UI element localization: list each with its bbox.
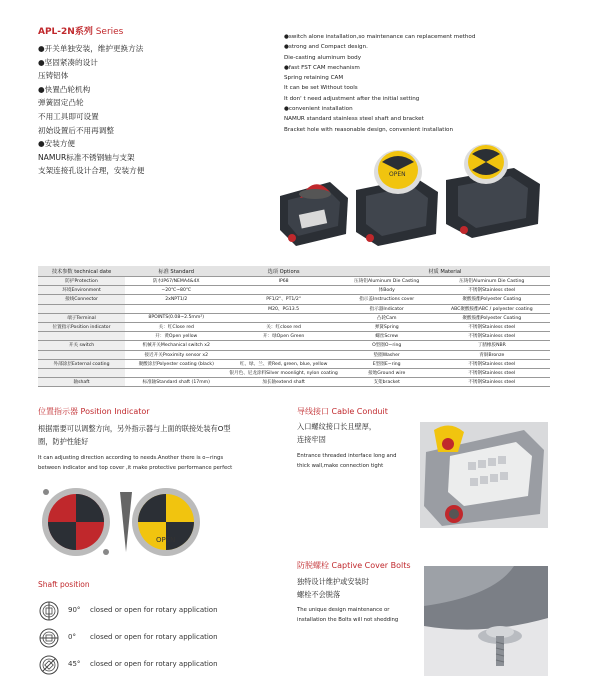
shaft-angle: 90° [68, 606, 81, 614]
feature-en: ●convenient installation [284, 106, 353, 113]
feature-en: Bracket hole with reasonable design, convenient installation [284, 126, 454, 133]
spec-cell: 不锈钢Stainless steel [434, 286, 550, 295]
spec-cell: 接线Connector [38, 295, 125, 304]
spec-cell: 压铸铝Aluminum Die Casting [340, 277, 434, 286]
spec-header-cell: 选项 Options [227, 266, 339, 277]
spec-cell: 开：黄Open yellow [125, 332, 227, 341]
limit-switch-box-large [446, 144, 540, 238]
feature-cn: 弹簧固定凸轮 [38, 98, 84, 108]
spec-cell: 2xNPT1/2 [125, 295, 227, 304]
shaft-position-row [38, 600, 258, 622]
paragraph-line: Entrance threaded interface long and [297, 453, 397, 459]
feature-cn: ●安装方便 [38, 139, 76, 149]
spec-cell: 螺丝Screw [340, 332, 434, 341]
spec-cell [38, 332, 125, 341]
spec-cell: 不锈钢Stainless steel [434, 359, 550, 368]
wrench-shape [120, 492, 132, 552]
table-row [38, 378, 550, 387]
feature-en: ●switch alone installation,so maintenance can replacement method [284, 34, 476, 40]
spec-cell [125, 304, 227, 313]
feature-cn: NAMUR标准不锈钢轴与支架 [38, 152, 135, 162]
spec-cell: −20℃~80℃ [125, 286, 227, 295]
indicator-open-text: OPEN [389, 171, 406, 178]
spec-cell: M20、PG13.5 [227, 304, 339, 313]
table-row [38, 277, 550, 286]
paragraph-line: 入口螺纹接口长且壁厚， [297, 422, 377, 431]
spec-cell: E型圈E−ring [340, 359, 434, 368]
spec-cell: 青铜Bronze [434, 350, 550, 359]
shaft-0-icon [38, 627, 60, 649]
spec-cell: 不锈钢Stainless steel [434, 332, 550, 341]
spec-header-cell: 标准 Standard [125, 266, 227, 277]
spec-cell: 接地Ground wire [340, 368, 434, 377]
feature-cn: ●快置凸轮机构 [38, 84, 91, 94]
spec-cell: 关：红close red [227, 322, 339, 331]
spec-cell: 体Body [340, 286, 434, 295]
product-photo [278, 138, 550, 250]
feature-en: ●fast FST CAM mechanism [284, 64, 360, 71]
spec-cell: 聚酸胺酯Polyester Coating [434, 295, 550, 304]
paragraph-line: 圈，防护性能好 [38, 437, 89, 446]
paragraph-line: installation the Bolts will not shedding [297, 616, 399, 623]
spec-cell: 加长轴extend shaft [227, 378, 339, 387]
yellow-indicator-dome [132, 488, 200, 556]
spec-cell: PF1/2"、PT1/2" [227, 295, 339, 304]
spec-cell: 指示盖Instructions cover [340, 295, 434, 304]
spec-cell: O型圈O−ring [340, 341, 434, 350]
spec-cell [227, 313, 339, 322]
spec-cell: 位置指示Position indicator [38, 322, 125, 331]
feature-cn: ●开关单独安装，维护更换方法 [38, 44, 144, 53]
position-indicator-title: 位置指示器 Position Indicator [38, 407, 150, 416]
shaft-description: closed or open for rotary application [90, 633, 218, 641]
spec-cell: IP68 [227, 277, 339, 286]
shaft-position-row [38, 627, 258, 649]
spec-cell: 防水IP67/NEMA4&4X [125, 277, 227, 286]
indicator-photo [36, 482, 206, 562]
spec-cell [227, 350, 339, 359]
spec-cell [125, 368, 227, 377]
paragraph-line: It can adjusting direction according to needs.Another there is o−rings [38, 455, 224, 461]
table-row [38, 350, 550, 359]
feature-en: It can be set Without tools [284, 85, 358, 92]
feature-cn: 不用工具即可设置 [38, 111, 99, 121]
spec-cell: 关：红Close red [125, 322, 227, 331]
spec-cell: 轴shaft [38, 378, 125, 387]
spec-cell: 不锈钢Stainless steel [434, 322, 550, 331]
table-row [38, 313, 550, 322]
cable-conduit-body-en [297, 452, 396, 471]
table-row [38, 322, 550, 331]
table-row [38, 286, 550, 295]
spec-cell: 聚酸胺酯Polyester Coating [434, 313, 550, 322]
captive-bolt-photo [424, 566, 548, 676]
features-en-list [284, 32, 475, 135]
features-cn-list [38, 42, 144, 178]
spec-cell: 接近开关Proximity sensor x2 [125, 350, 227, 359]
position-indicator-body-cn [38, 422, 231, 448]
spec-table [38, 266, 550, 387]
spec-cell: 端子Terminal [38, 313, 125, 322]
spec-cell: 外部涂层External coating [38, 359, 125, 368]
indicator-open-text: OPEN [156, 536, 176, 544]
table-row [38, 295, 550, 304]
feature-cn: 压铸铝体 [38, 71, 69, 81]
spec-cell: 银月色、尼龙涂料Silver moonlight, nylon coating [227, 368, 339, 377]
feature-cn: 支架连接孔设计合理，安装方便 [38, 166, 145, 176]
spec-header-row [38, 266, 550, 277]
shaft-90-icon [38, 600, 60, 622]
feature-cn: 初始设置后不用再调整 [38, 125, 114, 135]
spec-cell: ABC聚酸胺酯ABC / polyester coating [434, 304, 550, 313]
limit-switch-box-small [280, 182, 348, 246]
paragraph-line: between indicator and top cover ,it make protective performance perfect [38, 464, 233, 471]
position-indicator-body-en [38, 454, 232, 473]
spec-cell: 丁腈橡胶NBR [434, 341, 550, 350]
shaft-description: closed or open for rotary application [90, 606, 218, 614]
spec-cell: 弹簧Spring [340, 322, 434, 331]
paragraph-line: 螺栓不会脱落 [297, 590, 341, 599]
spec-cell: 聚酸涂层Polyester coating (black) [125, 359, 227, 368]
limit-switch-box-medium [356, 150, 438, 246]
spec-header-cell: 技术参数 technical date [38, 266, 125, 277]
shaft-description: closed or open for rotary application [90, 660, 218, 668]
feature-en: Die-casting aluminum body [284, 54, 362, 61]
cable-conduit-body-cn [297, 420, 376, 446]
spec-cell: 指示器Indicator [340, 304, 434, 313]
series-title: APL-2N系列 Series [38, 27, 124, 37]
spec-cell: 红、绿、兰、黄Red, green, blue, yellow [227, 359, 339, 368]
spec-cell [227, 341, 339, 350]
paragraph-line: The unique design maintenance or [297, 607, 390, 613]
spec-cell: 不锈钢Stainless steel [434, 378, 550, 387]
table-row [38, 332, 550, 341]
shaft-position-title: Shaft position [38, 580, 90, 589]
spec-cell: 开关 switch [38, 341, 125, 350]
spec-cell: 开：绿Open Green [227, 332, 339, 341]
shaft-angle: 0° [68, 633, 76, 641]
spec-cell: 8POINTS(0.08~2.5mm²) [125, 313, 227, 322]
spec-cell: 压铸铝Aluminum Die Casting [434, 277, 550, 286]
feature-en: It don' t need adjustment after the initial setting [284, 95, 420, 102]
spec-cell [38, 368, 125, 377]
captive-bolts-body-en [297, 606, 398, 625]
paragraph-line: 独特设计维护或安装时 [297, 577, 369, 586]
captive-bolts-title: 防脱螺栓 Captive Cover Bolts [297, 561, 411, 570]
table-row [38, 341, 550, 350]
paragraph-line: 连接牢固 [297, 435, 326, 444]
feature-en: ●strong and Compact design. [284, 44, 368, 51]
spec-cell [38, 304, 125, 313]
paragraph-line: thick wall,make connection tight [297, 462, 384, 469]
shaft-angle: 45° [68, 660, 81, 668]
feature-cn: ●坚固紧凑的设计 [38, 57, 98, 67]
feature-en: NAMUR standard stainless steel shaft and bracket [284, 116, 424, 123]
cable-conduit-photo [420, 422, 548, 528]
spec-header-cell: 材质 Material [340, 266, 550, 277]
spec-cell: 防护Protection [38, 277, 125, 286]
shaft-45-icon [38, 654, 60, 676]
table-row [38, 368, 550, 377]
feature-en: Spring retaining CAM [284, 75, 344, 82]
spec-cell: 支架bracket [340, 378, 434, 387]
spec-cell: 环境Environment [38, 286, 125, 295]
red-indicator-dome [42, 488, 110, 556]
captive-bolts-body-cn [297, 575, 369, 601]
spec-cell: 垫圈Washer [340, 350, 434, 359]
shaft-position-row [38, 654, 258, 676]
spec-cell: 标准轴Standard shaft (17mm) [125, 378, 227, 387]
table-row [38, 304, 550, 313]
paragraph-line: 根据需要可以调整方向，另外指示器与上面的联接处装有O型 [38, 424, 231, 433]
cable-conduit-title: 导线接口 Cable Conduit [297, 407, 388, 416]
table-row [38, 359, 550, 368]
spec-cell [38, 350, 125, 359]
spec-cell: 凸轮Cam [340, 313, 434, 322]
spec-cell: 机械开关Mechanical switch x2 [125, 341, 227, 350]
spec-cell [227, 286, 339, 295]
spec-cell: 不锈钢Stainless steel [434, 368, 550, 377]
